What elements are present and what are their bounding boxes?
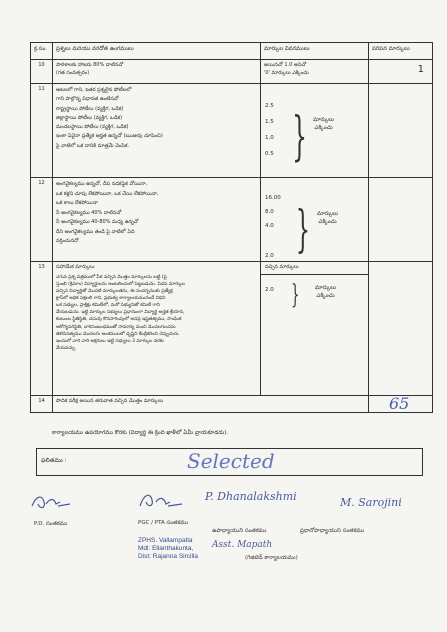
row-criteria: పాఠశాలకు హాజరు 80% దాటినచో (గత సంవత్సరం) [53,60,261,84]
marks-label: మార్కులు ఎక్కించు [317,211,339,226]
result-label: ఫలితము : [41,457,67,464]
brace-icon: } [292,107,307,167]
marks-label: మార్కులు ఎక్కించు [315,285,337,300]
given-mark: 1 [417,64,424,75]
headmaster-signature-label: ప్రధానోపాధ్యాయుని సంతకము [300,528,365,534]
table-row [31,396,433,413]
teacher-name-signature: P. Dhanalakshmi [205,490,297,503]
header-marks: మార్కుల వివరములు [261,43,369,60]
row-marks: 16.00 8.0 4.0 2.0 } మార్కులు ఎక్కించు [261,178,369,262]
table-row [31,178,433,262]
row-number: 13 [31,262,53,396]
marks-subheader: వచ్చిన మార్కులు [261,262,368,275]
marks-table [30,42,433,413]
header-criteria: ప్రశ్నలు మరియు వరదోత ఉంగములు [53,43,261,60]
result-value: Selected [187,449,275,473]
row-given [369,262,433,396]
pgc-signature [136,490,186,512]
marks-label: మార్కులు ఎక్కించు [313,117,335,132]
headmaster-signature: M. Sarojini [340,496,402,509]
result-box [36,448,423,476]
row-number: 10 [31,60,53,84]
total-marks: 65 [369,396,433,413]
row-given [369,60,433,84]
row-criteria: పొదిక పరీక్ష అయిన తరువాత వచ్చిన మొత్తం మార్కులు [53,396,369,413]
header-sno: క్ర.సం. [31,43,53,60]
row-number: 11 [31,84,53,178]
row-criteria: అంగవైకల్యము ఉన్నచో, దీప నడకపైక వోయినా, ఒక కళ్లని చూపు లేకపోయినా, ఒక చేయి లేకపోయినా, ఒక కాలు లేకపోయినా నీ అంగవైకల్యము 40% దాటినచో నీ అంగవైకల్యము 40-80% మధ్య ఉన్నచో దీని అంగవైకల్యము తండి పై వాటిలో ఏది వర్తించునదో [53,178,261,262]
brace-icon: } [291,280,300,310]
school-stamp: ZPHS. Vallampatla Mdl: Ellanthakunta, Dist: Rajanna Sircilla [138,537,198,560]
pd-signature-label: P.D. సంతకము [34,521,68,527]
row-criteria: అటలలో గాని, ఇతర ప్రశ్నలైన పోటీలలో గాని పాల్గొన్న విధానత ఉంటినచో రాష్ట్రస్థాయి పోటీలు (వ్యక్తిగ, ఒడిక) జిల్లాస్థాయి పోటీలు (వ్యక్తిగ, ఒడిక) మండలస్థాయి పోటీలు (వ్యక్తిగ, ఒడిక) ఇంకా ఏవైనా ప్రత్యేక అర్హత ఉన్నచో (ఋజువు చూపించి) పై వాటిలో ఒక దానికి మాత్రమే వెంపిక. [53,84,261,178]
table-row [31,262,433,396]
table-header-row [31,43,433,60]
row-marks: అయినచో 1.0 అనిచో '0' మార్కులు ఎక్కించు [261,60,369,84]
row-given [369,178,433,262]
row-criteria: సహాయేక మార్కులు ఎగువ ప్రశ్న పత్రములో పీఠ వచ్చిన మొత్తం మార్కులను బట్టి (పై స్తుంభి (క్రిమాం) విద్యార్థులను అంటలించులో పెట్టబడును. పిదప మార్కుల వచ్చిన విద్యార్థితో మొదటి మార్కులతను, ఈ సందర్భముకు ప్రత్యేక్ష క్లాస్‌లో అధిక సక్షలలి గాని, ప్రభుత్వ కార్యాలయమునందే విధిని ఒక సభ్యుల, ప్రాక్షిక్షు కమిటీలో, మరో సభ్యునితో కమిటీ గాని వేయబడును. ఇట్టి మార్కుల సభ్యులు ప్రధానుంగా విద్యార్థి అర్హత క్రేయాన, కుటుంబ స్థితిస్థితి, చదువు కొనసాగింపులో అనవ్ర ఇష్టతత్వము, సాంఘిక ఆరోగ్యపరిస్థితి, వారిసంబంధముతో సామాన్య మంచి మొదలగుందను తెలిసినత్వము మొదలగు అంశములలో దృష్టిని కేంద్రీకరించి చెప్పుదురు. ఇందులో వారి వారి అక్షరులు ఇట్టి సభ్యులు 3 మార్కుల వరకు వేయవచ్చు [53,262,261,396]
brace-icon: } [295,200,311,258]
row-number: 14 [31,396,53,413]
table-row [31,84,433,178]
table-row [31,60,433,84]
office-use-note: కార్యాలయము ఉపయోగము కొరకు (విద్యార్థి ఈ క్రింది ఖాళీలో ఏమీ వ్రాయకూడదు). [52,430,229,436]
row-marks: వచ్చిన మార్కులు 2.0 } మార్కులు ఎక్కించు [261,262,369,396]
pd-signature [30,492,74,512]
row-number: 12 [31,178,53,262]
row-given [369,84,433,178]
row-marks: 2.5 1.5 1.0 0.5 } మార్కులు ఎక్కించు [261,84,369,178]
teacher-signature-label: ఉపాధ్యాయుని సంతకము [212,528,267,534]
teacher-designation-signature: Asst. Mapath [212,540,273,550]
header-given: పరిపన మార్కులు [369,43,433,60]
gazetted-office-label: (గెజిటెడ్ కార్యాలయము) [245,555,298,561]
pgc-signature-label: PGC / PTA సంతకము [138,520,189,526]
